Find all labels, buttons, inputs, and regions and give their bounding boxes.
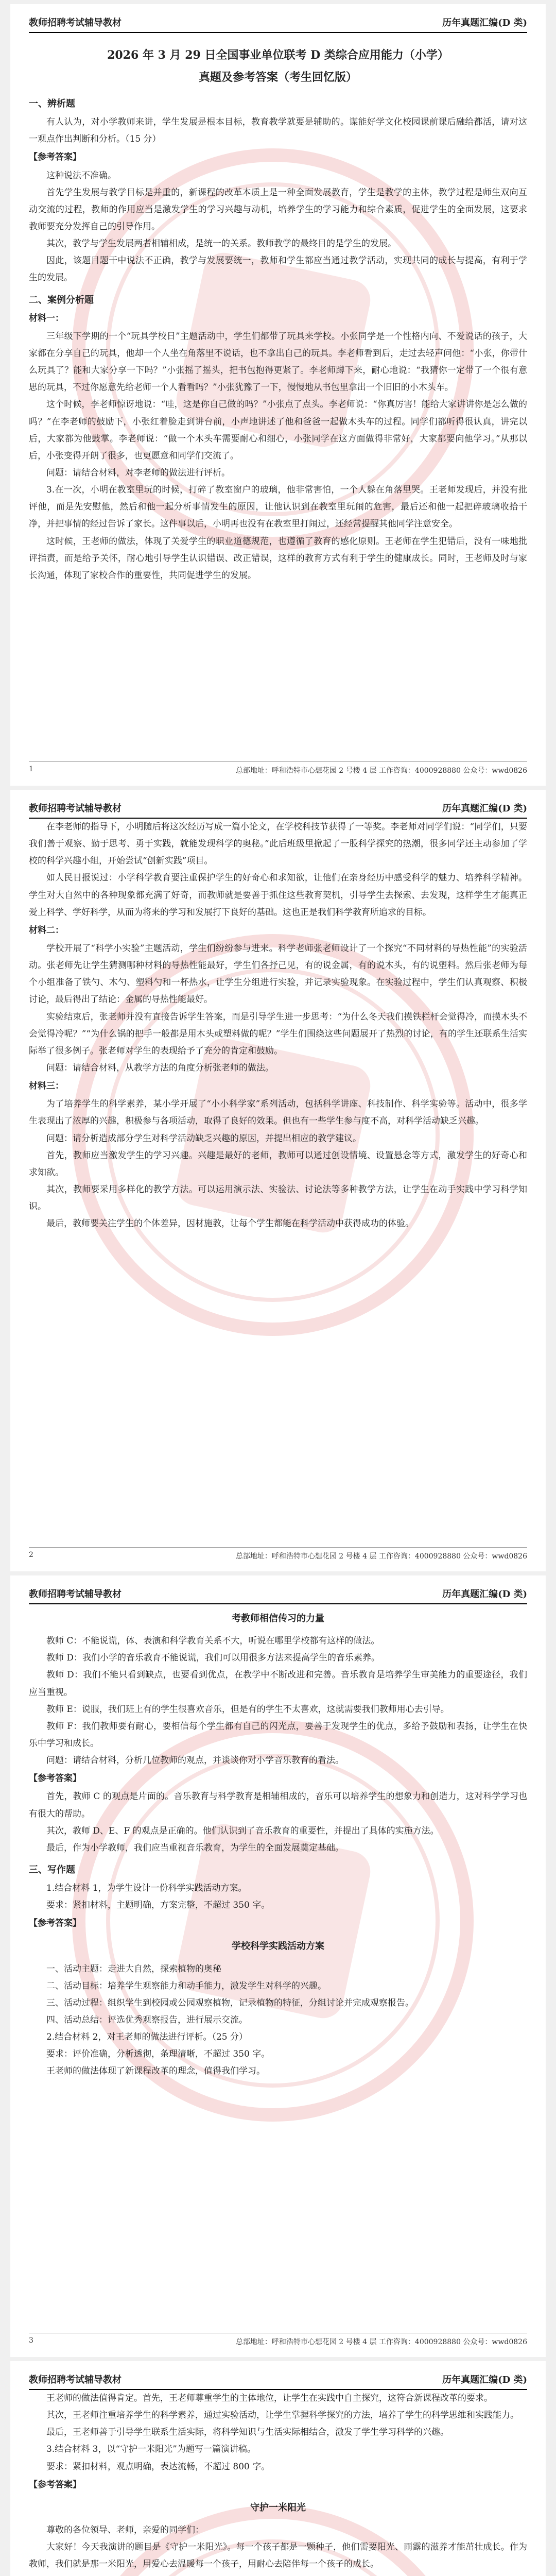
material-paragraph: 教师 C：不能说谎，体、表演和科学教育关系不大，听说在哪里学校都有这样的做法。 [46, 1636, 380, 1647]
material-label: 材料二： [29, 925, 64, 936]
answer-paragraph: 一、活动主题：走进大自然，探索植物的奥秘 [46, 1963, 221, 1974]
document-page-2 [10, 790, 546, 1571]
material-label: 材料三： [29, 1081, 64, 1092]
answer-paragraph: 最后，作为小学教师，我们应当重视音乐教育，为学生的全面发展奠定基础。 [46, 1842, 344, 1853]
section-title: 考教师相信传习的力量 [232, 1613, 324, 1624]
material-paragraph: 3.在一次，小明在教室里玩的时候，打碎了教室窗户的玻璃，他非常害怕，一个人躲在角落里哭。王老师发现后，并没有批评他，而是先安慰他，然后和他一起分析事情发生的原因，让他认识到在教室里玩闹的危害，最后还和他一起把碎玻璃收拾干净，并把事情的经过告诉了家长。这件事以后，小明再也没有在教室里打闹过，还经常提醒其他同学注意安全。 [29, 485, 527, 530]
header-right: 历年真题汇编(D 类) [442, 1589, 527, 1600]
answer-paragraph: 尊敬的各位领导、老师，亲爱的同学们： [46, 2524, 204, 2535]
answer-paragraph: 二、活动目标：培养学生观察能力和动手能力，激发学生对科学的兴趣。 [46, 1980, 326, 1991]
answer-paragraph: 其次，王老师注重培养学生的科学素养，通过实验活动，让学生掌握科学探究的方法，培养了学生的科学思维和实践能力。 [46, 2410, 519, 2421]
page-footer [29, 761, 527, 775]
material-paragraph: 这个时候，李老师惊讶地说：“哇，这是你自己做的吗？”小张点了点头。李老师说：“你真厉害！能给大家讲讲你是怎么做的吗？”在李老师的鼓励下，小张红着脸走到讲台前，小声地讲述了他和爸爸一起做木头车的过程。同学们都听得很认真，讲完以后，大家都为他鼓掌。李老师说：“做一个木头车需要耐心和细心，小张同学在这方面做得非常好，大家都要向他学习。”从那以后，小张变得开朗了很多，也更愿意和同学们交流了。 [29, 399, 527, 461]
section-heading: 二、案例分析题 [29, 294, 94, 306]
answer-paragraph: 三、活动过程：组织学生到校园或公园观察植物，记录植物的特征，分组讨论并完成观察报告。 [46, 1997, 414, 2008]
answer-paragraph: 最后，教师要关注学生的个体差异，因材施教，让每个学生都能在科学活动中获得成功的体验。 [46, 1218, 414, 1229]
page-content [29, 1609, 527, 2080]
material-paragraph: 这时候，王老师的做法，体现了关爱学生的职业道德规范，也遵循了教育的感化原则。王老师在学生犯错后，没有一味地批评指责，而是给予关怀，耐心地引导学生认识错误、改正错误，这样的教育方式有利于学生的健康成长。同时，王老师及时与家长沟通，体现了家校合作的重要性，共同促进学生的发展。 [29, 536, 527, 581]
reference-answer-label: 【参考答案】 [29, 152, 81, 163]
material-paragraph: 教师 D：我们小学的音乐教育不能说谎，我们可以用很多方法来提高学生的音乐素养。 [46, 1653, 380, 1664]
material-paragraph: 教师 D：我们不能只看到缺点，也要看到优点，在教学中不断改进和完善。音乐教育是培养学生审美能力的重要途径，我们应当重视。 [29, 1670, 527, 1698]
document-title: 2026 年 3 月 29 日全国事业单位联考 D 类综合应用能力（小学） [107, 48, 449, 62]
header-left: 教师招聘考试辅导教材 [29, 2375, 121, 2385]
header-left: 教师招聘考试辅导教材 [29, 1589, 121, 1600]
answer-paragraph: 王老师的做法值得肯定。首先，王老师尊重学生的主体地位，让学生在实践中自主探究，这符合新课程改革的要求。 [46, 2393, 493, 2403]
material-paragraph: 三年级下学期的一个“玩具学校日”主题活动中，学生们都带了玩具来学校。小张同学是一个性格内向、不爱说话的孩子，大家都在分享自己的玩具，他却一个人坐在角落里不说话，也不拿出自己的玩具。李老师看到后，走过去轻声问他：“小张，你带什么玩具了？能和大家分享一下吗？”小张摇了摇头，把书包抱得更紧了。李老师蹲下来，耐心地说：“我猜你一定带了一个很有意思的玩具，不过你愿意先给老师一个人看看吗？”小张犹豫了一下，慢慢地从书包里拿出一个旧旧的小木头车。 [29, 331, 527, 393]
page-footer [29, 2333, 527, 2347]
answer-paragraph: 最后，王老师善于引导学生联系生活实际，将科学知识与生活实际相结合，激发了学生学习科学的兴趣。 [46, 2427, 449, 2438]
material-paragraph: 学校开展了“科学小实验”主题活动，学生们纷纷参与进来。科学老师张老师设计了一个探究“不同材料的导热性能”的实验活动。张老师先让学生猜测哪种材料的导热性能最好，学生们各抒己见，有的说金属，有的说木头，有的说塑料。然后张老师为每个小组准备了铁勺、木勺、塑料勺和一杯热水，让学生分组进行实验，并记录实验现象。在实验过程中，学生们认真观察、积极讨论，最后得出了结论：金属的导热性能最好。 [29, 943, 527, 1005]
footer-text: 总部地址：呼和浩特市心想花园 2 号楼 4 层 工作咨询：4000928880 公众号：wwd0826 [235, 767, 527, 775]
header-left: 教师招聘考试辅导教材 [29, 18, 121, 28]
section-heading: 一、辨析题 [29, 98, 75, 110]
material-paragraph: 实验结束后，张老师并没有直接告诉学生答案，而是引导学生进一步思考：“为什么冬天我们摸铁栏杆会觉得冷，而摸木头不会觉得冷呢？”“为什么锅的把手一般都是用木头或塑料做的呢？”学生们围绕这些问题展开了热烈的讨论，有的学生还联系生活实际举了很多例子。张老师对学生的表现给予了充分的肯定和鼓励。 [29, 1011, 527, 1056]
material-paragraph: 教师 E：说服，我们班上有的学生很喜欢音乐，但是有的学生不太喜欢，这就需要我们教师用心去引导。 [46, 1704, 449, 1715]
header-right: 历年真题汇编(D 类) [442, 803, 527, 814]
document-page-3 [10, 1575, 546, 2357]
page-content [29, 819, 527, 1232]
answer-paragraph [29, 2573, 527, 2576]
footer-text: 总部地址：呼和浩特市心想花园 2 号楼 4 层 工作咨询：4000928880 公众号：wwd0826 [235, 1552, 527, 1561]
question-text: 问题：请结合材料，分析几位教师的观点，并谈谈你对小学音乐教育的看法。 [46, 1755, 344, 1766]
question-text: 有人认为，对小学教师来讲，学生发展是根本目标，教育教学就要是辅助的。谋能好学文化校园课前课后融给都活，请对这一观点作出判断和分析。（15 分） [29, 117, 527, 145]
page-number: 2 [29, 1551, 33, 1559]
page-footer [29, 1547, 527, 1561]
header-left: 教师招聘考试辅导教材 [29, 803, 121, 814]
page-header [29, 1587, 527, 1604]
header-right: 历年真题汇编(D 类) [442, 18, 527, 28]
question-text: 2.结合材料 2，对王老师的做法进行评析。（25 分） [46, 2032, 248, 2043]
question-requirement: 要求：评价准确，分析透彻，条理清晰，不超过 350 字。 [46, 2049, 270, 2060]
question-text: 3.结合材料 3，以“守护一米阳光”为题写一篇演讲稿。 [46, 2444, 256, 2455]
reference-answer-label: 【参考答案】 [29, 2479, 81, 2490]
answer-title: 守护一米阳光 [250, 2502, 306, 2513]
page-content [29, 46, 527, 584]
question-text: 1.结合材料 1，为学生设计一份科学实践活动方案。 [46, 1883, 247, 1894]
document-page-4 [10, 2361, 546, 2576]
answer-paragraph: 因此，该题目题干中说法不正确，教学与发展要统一，教师和学生都应当通过教学活动，实现共同的成长与提高，有利于学生的发展。 [29, 256, 527, 283]
question-requirement: 要求：紧扣材料，主题明确，方案完整，不超过 350 字。 [46, 1900, 270, 1911]
answer-paragraph: 这种说法不准确。 [46, 170, 116, 181]
material-paragraph: 如人民日报说过：小学科学教育要注重保护学生的好奇心和求知欲，让他们在亲身经历中感受科学的魅力、培养科学精神。学生对大自然中的各种现象都充满了好奇，而教师就是要善于抓住这些教育契机，引导学生去探索、去发现，这样学生才能真正爱上科学、学好科学，从而为将来的学习和发展打下良好的基础。这也正是我们科学教育所追求的目标。 [29, 873, 527, 918]
answer-paragraph: 其次，教师 D、E、F 的观点是正确的。他们认识到了音乐教育的重要性，并提出了具体的实施方法。 [46, 1825, 439, 1836]
document-page-1 [10, 4, 546, 786]
answer-paragraph: 首先，教师 C 的观点是片面的。音乐教育与科学教育是相辅相成的，音乐可以培养学生的想象力和创造力，这对科学学习也有很大的帮助。 [29, 1791, 528, 1819]
answer-paragraph: 首先学生发展与教学目标是并重的，新课程的改革本质上是一种全面发展教育，学生是教学的主体，教学过程是师生双向互动交流的过程，教师的作用应当是激发学生的学习兴趣与动机，培养学生的学习能力和综合素质，促进学生的全面发展，这要求教师要充分发挥自己的引导作用。 [29, 187, 527, 232]
page-header [29, 2372, 527, 2390]
document-subtitle: 真题及参考答案（考生回忆版） [198, 71, 357, 84]
question-requirement: 要求：紧扣材料，观点明确，表达流畅，不超过 800 字。 [46, 2461, 270, 2472]
header-right: 历年真题汇编(D 类) [442, 2375, 527, 2385]
answer-title: 学校科学实践活动方案 [232, 1941, 324, 1952]
reference-answer-label: 【参考答案】 [29, 1918, 81, 1929]
page-number: 1 [29, 765, 33, 773]
question-text: 问题：请结合材料，从教学方法的角度分析张老师的做法。 [46, 1062, 274, 1073]
answer-paragraph: 其次，教师要采用多样化的教学方法。可以运用演示法、实验法、讨论法等多种教学方法，让学生在动手实践中学习科学知识。 [29, 1184, 527, 1212]
material-paragraph: 教师 F：我们教师要有耐心，要相信每个学生都有自己的闪光点，要善于发现学生的优点，多给予鼓励和表扬，让学生在快乐中学习和成长。 [29, 1721, 527, 1749]
question-text: 问题：请分析造成部分学生对科学活动缺乏兴趣的原因，并提出相应的教学建议。 [46, 1133, 361, 1144]
reference-answer-label: 【参考答案】 [29, 1773, 81, 1784]
material-paragraph: 为了培养学生的科学素养，某小学开展了“小小科学家”系列活动，包括科学讲座、科技制作、科学实验等。活动中，很多学生表现出了浓厚的兴趣，积极参与各项活动，取得了良好的效果。但也有一些学生参与度不高，对科学活动缺乏兴趣。 [29, 1099, 527, 1127]
answer-paragraph: 大家好！今天我演讲的题目是《守护一米阳光》。每一个孩子都是一颗种子，他们需要阳光、雨露的滋养才能茁壮成长。作为教师，我们就是那一米阳光，用爱心去温暖每一个孩子，用耐心去陪伴每一个孩子的成长。 [29, 2542, 527, 2570]
page-header [29, 15, 527, 33]
page-header [29, 801, 527, 819]
section-heading: 三、写作题 [29, 1864, 75, 1875]
material-label: 材料一： [29, 313, 64, 324]
footer-text: 总部地址：呼和浩特市心想花园 2 号楼 4 层 工作咨询：4000928880 公众号：wwd0826 [235, 2338, 527, 2346]
question-text: 问题：请结合材料，对李老师的做法进行评析。 [46, 467, 230, 478]
page-number: 3 [29, 2336, 33, 2345]
answer-paragraph: 四、活动总结：评选优秀观察报告，进行展示交流。 [46, 2014, 248, 2025]
page-content [29, 2390, 527, 2576]
answer-paragraph: 其次，教学与学生发展两者相辅相成，是统一的关系。教师教学的最终目的是学生的发展。 [46, 239, 396, 249]
material-paragraph: 在李老师的指导下，小明随后将这次经历写成一篇小论文，在学校科技节获得了一等奖。李老师对同学们说：“同学们，只要我们善于观察、勤于思考、勇于实践，就能发现科学的奥秘。”此后班级里掀起了一股科学探究的热潮，很多同学还主动参加了学校的科学兴趣小组，开始尝试“创新实践”项目。 [29, 822, 527, 867]
answer-paragraph: 首先，教师应当激发学生的学习兴趣。兴趣是最好的老师，教师可以通过创设情境、设置悬念等方式，激发学生的好奇心和求知欲。 [29, 1150, 527, 1178]
answer-paragraph: 王老师的做法体现了新课程改革的理念，值得我们学习。 [46, 2066, 265, 2077]
